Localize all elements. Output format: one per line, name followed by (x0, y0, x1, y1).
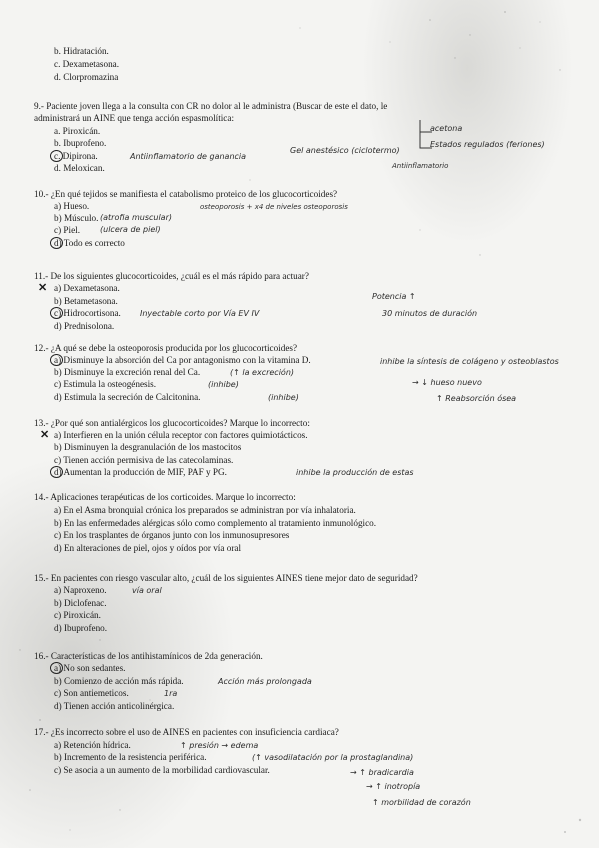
q17-option-b: b) Incremento de la resistencia periférica. (54, 752, 207, 762)
q17-note-edema: ↑ presión → edema (180, 741, 259, 750)
q9-note-ganancia: Antiinflamatorio de ganancia (130, 152, 247, 161)
q13-answer-circle (50, 466, 63, 478)
q16-option-b: b) Comienzo de acción más rápida. (54, 676, 184, 686)
q13-cross-mark: ✕ (40, 429, 50, 441)
q13-option-a: a) Interfieren en la unión célula receptor con factores quimiotácticos. (54, 430, 308, 440)
q11-option-c: c) Hidrocortisona. (54, 308, 121, 318)
q12-note-excretion: (↑ la excreción) (230, 368, 295, 377)
q15-option-b: b) Diclofenac. (54, 598, 107, 608)
q16-note-prolonged: Acción más prolongada (218, 677, 312, 686)
q11-note-duration: 30 minutos de duración (382, 309, 478, 318)
q15-option-a: a) Naproxeno. (54, 585, 107, 595)
q11-cross-mark: ✕ (38, 282, 48, 294)
q9-option-c: c. Dipirona. (54, 151, 98, 161)
q11-option-a: a) Dexametasona. (54, 283, 120, 293)
q12-stem: 12.- ¿A qué se debe la osteoporosis producida por los glucocorticoides? (34, 343, 298, 353)
q11-option-d: d) Prednisolona. (54, 321, 115, 331)
q16-note-first-gen: 1ra (164, 689, 178, 698)
q12-option-c: c) Estimula la osteogénesis. (54, 379, 157, 389)
q9-option-d: d. Meloxican. (54, 163, 105, 173)
q16-option-c: c) Son antiemeticos. (54, 688, 129, 698)
q12-option-d: d) Estimula la secreción de Calcitonina. (54, 392, 201, 402)
q17-stem: 17.- ¿Es incorrecto sobre el uso de AINES en pacientes con insuficiencia cardiaca? (34, 727, 339, 737)
q10-stem: 10.- ¿En qué tejidos se manifiesta el catabolismo proteico de los glucocorticoides? (34, 189, 338, 199)
q17-note-inotropy: → ↑ inotropía (366, 782, 421, 791)
q10-note-skin: (ulcera de piel) (100, 225, 161, 234)
q14-option-d: d) En alteraciones de piel, ojos y oídos por vía oral (54, 543, 242, 553)
q9-answer-circle (50, 150, 63, 162)
q17-note-vasodilation: (↑ vasodilatación por la prostaglandina) (252, 753, 414, 762)
q12-note-new-bone: → ↓ hueso nuevo (412, 378, 482, 387)
q17-option-c: c) Se asocia a un aumento de la morbilidad cardiovascular. (54, 765, 270, 775)
q13-note-inhibe: inhibe la producción de estas (296, 468, 414, 477)
q12-note-resorption: ↑ Reabsorción ósea (436, 394, 517, 403)
q11-option-b: b) Betametasona. (54, 296, 118, 306)
q9-stem-line2: administrará un AINE que tenga acción espasmolítica: (34, 113, 235, 123)
q12-option-a: a) Disminuye la absorción del Ca por antagonismo con la vitamina D. (54, 355, 311, 365)
q16-option-a: a) No son sedantes. (54, 663, 126, 673)
q9-note-estados: Estados regulados (feriones) (430, 140, 545, 149)
q15-option-d: d) Ibuprofeno. (54, 623, 108, 633)
q12-note-inhibe-1: (inhibe) (208, 380, 239, 389)
q17-note-bradycardia: → ↑ bradicardia (350, 768, 414, 777)
q9-stem-line1: 9.- Paciente joven llega a la consulta con CR no dolor al le administra (Buscar de este el dato, le (34, 101, 388, 111)
q10-option-a: a) Hueso. (54, 201, 90, 211)
q13-option-b: b) Disminuyen la desgranulación de los mastocitos (54, 442, 242, 452)
q11-stem: 11.- De los siguientes glucocorticoides, ¿cuál es el más rápido para actuar? (34, 271, 309, 281)
q12-note-collagen: inhibe la síntesis de colágeno y osteoblastos (380, 357, 559, 366)
q13-option-d: d) Aumentan la producción de MIF, PAF y PG. (54, 467, 227, 477)
q12-note-inhibe-2: (inhibe) (268, 393, 299, 402)
q14-option-a: a) En el Asma bronquial crónica los preparados se administran por vía inhalatoria. (54, 505, 356, 515)
q10-answer-circle (50, 237, 63, 249)
q9-note-acetona: acetona (430, 124, 463, 133)
q15-note-oral: vía oral (132, 586, 162, 595)
q14-option-b: b) En las enfermedades alérgicas sólo como complemento al tratamiento inmunológico. (54, 518, 377, 528)
q9-note-gel: Gel anestésico (ciclotermo) (290, 146, 400, 155)
top-option-b: b. Hidratación. (54, 46, 109, 56)
q10-option-d: d) Todo es correcto (54, 238, 125, 248)
q15-stem: 15.- En pacientes con riesgo vascular alto, ¿cuál de los siguientes AINES tiene mejor dato de seguridad? (34, 573, 418, 583)
q11-answer-circle (50, 307, 63, 319)
q15-option-c: c) Piroxicán. (54, 610, 101, 620)
q10-note-muscle: (atrofia muscular) (100, 213, 172, 222)
q9-note-antiinflamatorio: Antiinflamatorio (392, 162, 449, 170)
q12-option-b: b) Disminuye la excreción renal del Ca. (54, 367, 201, 377)
q10-note-osteoporosis: osteoporosis + x4 de niveles osteoporosis (200, 203, 348, 211)
q10-option-c: c) Piel. (54, 225, 81, 235)
q10-option-b: b) Músculo. (54, 213, 99, 223)
q13-stem: 13.- ¿Por qué son antialérgicos los glucocorticoides? Marque lo incorrecto: (34, 418, 310, 428)
q17-note-morbidity: ↑ morbilidad de corazón (372, 798, 471, 807)
q13-option-c: c) Tienen acción permisiva de las catecolaminas. (54, 455, 234, 465)
q16-option-d: d) Tienen acción anticolinérgica. (54, 701, 175, 711)
q11-note-iv: Inyectable corto por Vía EV IV (140, 309, 260, 318)
q16-answer-circle (50, 662, 63, 674)
q14-stem: 14.- Aplicaciones terapéuticas de los corticoides. Marque lo incorrecto: (34, 492, 296, 502)
q16-stem: 16.- Características de los antihistamínicos de 2da generación. (34, 651, 263, 661)
q9-option-a: a. Piroxicán. (54, 126, 101, 136)
q12-answer-circle (50, 354, 63, 366)
q9-option-b: b. Ibuprofeno. (54, 138, 107, 148)
top-option-d: d. Clorpromazina (54, 72, 119, 82)
top-option-c: c. Dexametasona. (54, 59, 120, 69)
q11-note-potency: Potencia ↑ (372, 292, 416, 301)
q14-option-c: c) En los trasplantes de órganos junto con los inmunosupresores (54, 530, 290, 540)
q17-option-a: a) Retención hídrica. (54, 740, 131, 750)
